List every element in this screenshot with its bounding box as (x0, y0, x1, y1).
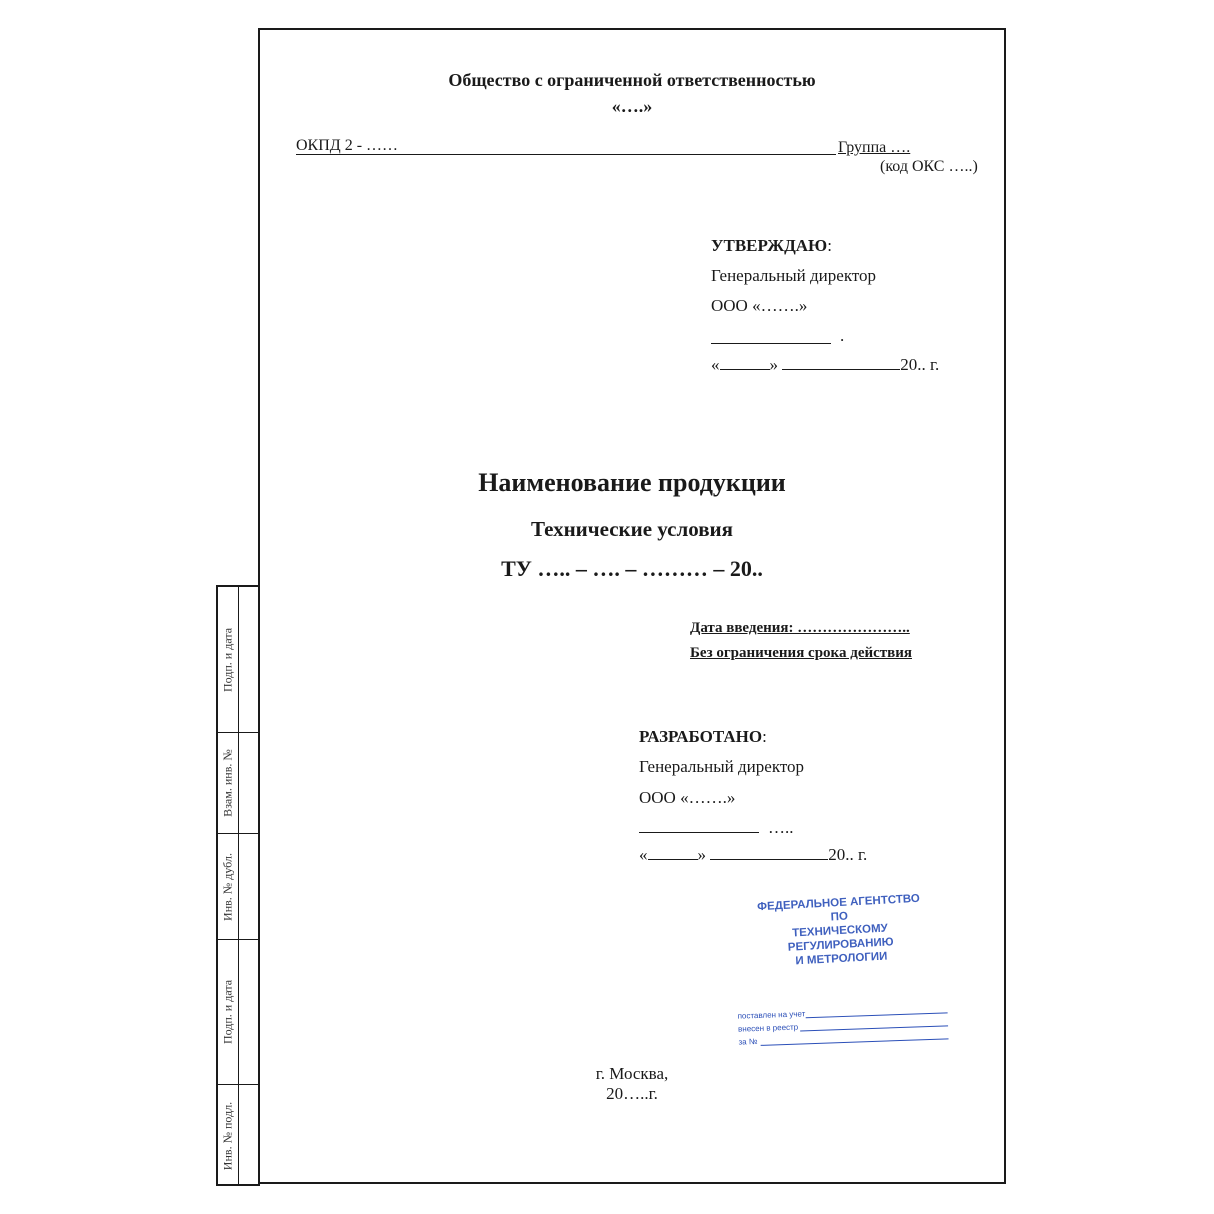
registration-label: поставлен на учет (737, 1009, 806, 1021)
registration-stamp (737, 1002, 948, 1048)
registration-label: за № (738, 1036, 758, 1047)
approval-title: УТВЕРЖДАЮ (711, 236, 828, 255)
approval-day-blank (720, 369, 770, 370)
developer-date-close: » (697, 845, 706, 864)
side-stamp-strip (216, 585, 260, 1186)
side-cell (218, 587, 260, 733)
agency-stamp (748, 891, 931, 970)
approval-date-year: 20.. г. (900, 355, 940, 374)
side-cell-label: Инв. № подл. (220, 1101, 235, 1170)
approval-date (711, 355, 939, 375)
developer-position: Генеральный директор (639, 757, 805, 776)
intro-date: Дата введения: ………………….. (690, 620, 910, 636)
developer-organization: ООО «…….» (639, 788, 736, 807)
document-type: Технические условия (530, 517, 734, 541)
developer-month-blank (710, 859, 828, 860)
side-cell (218, 834, 260, 940)
developer-date-year: 20.. г. (828, 845, 868, 864)
tu-number: ТУ ….. – …. – ……… – 20.. (501, 556, 763, 581)
side-cell (218, 940, 260, 1085)
developer-day-blank (648, 859, 698, 860)
approval-signature-line (711, 343, 831, 344)
side-cell-label: Подп. и дата (220, 979, 235, 1045)
developer-signature-line (639, 832, 759, 833)
okpd-code: ОКПД 2 - …… (296, 137, 399, 154)
approval-date-close: » (769, 355, 778, 374)
developer-signature-dots: ….. (768, 818, 794, 837)
approval-signature-dot: . (840, 326, 845, 345)
side-cell-label: Подп. и дата (220, 627, 235, 692)
side-cell (218, 1085, 260, 1186)
developer-title: РАЗРАБОТАНО (639, 727, 763, 746)
developer-date (639, 845, 867, 865)
stamp-line: ТЕХНИЧЕСКОМУ РЕГУЛИРОВАНИЮ (787, 922, 894, 954)
approval-organization: ООО «…….» (711, 296, 808, 315)
developer-date-open: « (639, 845, 648, 864)
group-code: Группа …. (838, 139, 911, 156)
side-cell (218, 733, 260, 834)
approval-date-open: « (711, 355, 720, 374)
stamp-line: И МЕТРОЛОГИИ (795, 950, 888, 968)
city: г. Москва, (595, 1064, 669, 1083)
approval-heading (711, 236, 832, 256)
approval-colon: : (827, 236, 832, 255)
organization-quote: «….» (611, 96, 653, 116)
year: 20…..г. (606, 1084, 658, 1103)
okpd-underline (296, 154, 836, 155)
registration-label: внесен в реестр (737, 1022, 799, 1034)
stamp-line: ФЕДЕРАЛЬНОЕ АГЕНТСТВО ПО (756, 892, 921, 924)
developer-heading (639, 727, 767, 747)
oks-code: (код ОКС …..) (880, 158, 978, 175)
developer-colon: : (762, 727, 767, 746)
validity-term: Без ограничения срока действия (690, 645, 912, 661)
approval-month-blank (782, 369, 900, 370)
side-cell-label: Инв. № дубл. (220, 852, 235, 921)
side-cell-label: Взам. инв. № (220, 749, 235, 817)
approval-position: Генеральный директор (711, 266, 877, 285)
organization-name: Общество с ограниченной ответственностью (448, 70, 816, 90)
product-name: Наименование продукции (478, 468, 786, 497)
